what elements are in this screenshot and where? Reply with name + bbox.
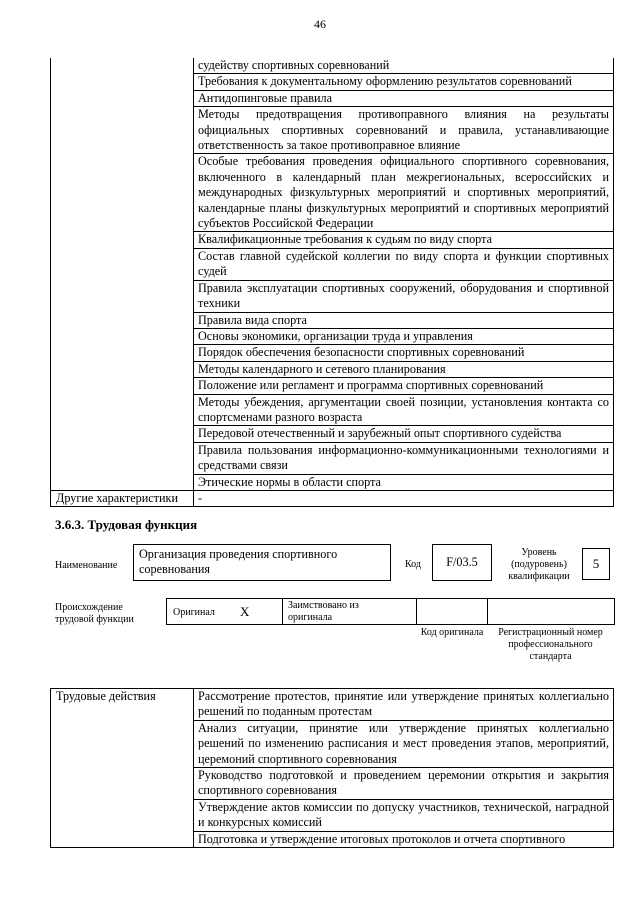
table-row bbox=[51, 426, 614, 442]
row-value: Правила пользования информационно-коммуникационными технологиями и средствами связи bbox=[194, 442, 614, 474]
row-label bbox=[51, 312, 194, 328]
row-label bbox=[51, 58, 194, 74]
table-row bbox=[51, 361, 614, 377]
table-row bbox=[51, 58, 614, 74]
row-label bbox=[51, 154, 194, 232]
row-label bbox=[51, 345, 194, 361]
origin-divider-2 bbox=[416, 598, 417, 625]
row-value: Передовой отечественный и зарубежный опыт спортивного судейства bbox=[194, 426, 614, 442]
reg-number-label: Регистрационный номер профессионального стандарта bbox=[498, 627, 603, 662]
table-row bbox=[51, 474, 614, 490]
row-label bbox=[51, 328, 194, 344]
row-label bbox=[51, 248, 194, 280]
labor-action-item: Рассмотрение протестов, принятие или утверждение принятых коллегиально решений по поданным протестам bbox=[194, 689, 614, 721]
labor-actions-table bbox=[50, 688, 614, 848]
table-row bbox=[51, 248, 614, 280]
level-value: 5 bbox=[592, 556, 600, 571]
table-row bbox=[51, 312, 614, 328]
row-value: Методы предотвращения противоправного влияния на результаты официальных спортивных соревнований и правила, устанавливающие ответственность за такое противоправное влияние bbox=[194, 107, 614, 154]
row-label bbox=[51, 378, 194, 394]
row-label bbox=[51, 107, 194, 154]
row-value: Правила эксплуатации спортивных сооружений, оборудования и спортивной техники bbox=[194, 280, 614, 312]
row-label bbox=[51, 74, 194, 90]
table-row bbox=[51, 378, 614, 394]
code-value: F/03.5 bbox=[446, 555, 478, 569]
row-value: Квалификационные требования к судьям по виду спорта bbox=[194, 232, 614, 248]
section-heading: 3.6.3. Трудовая функция bbox=[55, 517, 198, 532]
row-label bbox=[51, 361, 194, 377]
borrowed-label: Заимствовано из оригинала bbox=[288, 600, 359, 623]
name-value: Организация проведения спортивного соревнования bbox=[139, 547, 338, 576]
row-value: Состав главной судейской коллегии по виду спорта и функции спортивных судей bbox=[194, 248, 614, 280]
knowledge-table bbox=[50, 58, 614, 507]
row-label bbox=[51, 426, 194, 442]
labor-action-item: Анализ ситуации, принятие или утверждение принятых коллегиально решений по изменению расписания и мест проведения этапов, мероприятий, церемоний спортивного соревнования bbox=[194, 720, 614, 767]
code-label: Код bbox=[405, 559, 421, 570]
row-value: Положение или регламент и программа спортивных соревнований bbox=[194, 378, 614, 394]
original-label: Оригинал bbox=[173, 607, 215, 618]
labor-action-item: Утверждение актов комиссии по допуску участников, технической, наградной и конкурсных комиссий bbox=[194, 799, 614, 831]
code-value-box bbox=[432, 544, 492, 581]
table-row bbox=[51, 328, 614, 344]
row-value: Этические нормы в области спорта bbox=[194, 474, 614, 490]
row-label bbox=[51, 280, 194, 312]
name-value-box bbox=[133, 544, 391, 581]
table-row bbox=[51, 394, 614, 426]
table-row bbox=[51, 74, 614, 90]
table-row bbox=[51, 490, 614, 506]
row-label bbox=[51, 442, 194, 474]
row-label bbox=[51, 474, 194, 490]
row-value: Методы убеждения, аргументации своей позиции, установления контакта со спортсменами разного возраста bbox=[194, 394, 614, 426]
row-value: Основы экономики, организации труда и управления bbox=[194, 328, 614, 344]
table-row bbox=[51, 345, 614, 361]
row-value: - bbox=[194, 490, 614, 506]
name-label: Наименование bbox=[55, 560, 118, 571]
page-number: 46 bbox=[314, 17, 326, 31]
level-label: Уровень (подуровень) квалификации bbox=[508, 547, 570, 582]
row-label bbox=[51, 90, 194, 106]
row-label: Другие характеристики bbox=[51, 490, 194, 506]
origin-label: Происхождение трудовой функции bbox=[55, 602, 134, 625]
row-label bbox=[51, 232, 194, 248]
row-value: Требования к документальному оформлению результатов соревнований bbox=[194, 74, 614, 90]
origin-divider-1 bbox=[282, 598, 283, 625]
row-value: Методы календарного и сетевого планирования bbox=[194, 361, 614, 377]
row-label bbox=[51, 394, 194, 426]
level-value-box bbox=[582, 548, 610, 580]
table-row bbox=[51, 280, 614, 312]
labor-action-item: Подготовка и утверждение итоговых протоколов и отчета спортивного bbox=[194, 831, 614, 847]
table-row bbox=[51, 107, 614, 154]
origin-divider-3 bbox=[487, 598, 488, 625]
row-value: Антидопинговые правила bbox=[194, 90, 614, 106]
original-mark: X bbox=[240, 604, 250, 619]
table-row bbox=[51, 90, 614, 106]
code-original-label: Код оригинала bbox=[420, 627, 484, 638]
row-value: судейству спортивных соревнований bbox=[194, 58, 614, 74]
table-row bbox=[51, 689, 614, 721]
labor-action-item: Руководство подготовкой и проведением церемонии открытия и закрытия спортивного соревнования bbox=[194, 768, 614, 800]
table-row bbox=[51, 442, 614, 474]
table-row bbox=[51, 232, 614, 248]
row-value: Правила вида спорта bbox=[194, 312, 614, 328]
labor-actions-label: Трудовые действия bbox=[51, 689, 194, 848]
table-row bbox=[51, 154, 614, 232]
row-value: Порядок обеспечения безопасности спортивных соревнований bbox=[194, 345, 614, 361]
row-value: Особые требования проведения официального спортивного соревнования, включенного в календарный план межрегиональных, всероссийских и международных физкультурных мероприятий и спортивных мероприятий, календарные планы физкультурных мероприятий и спортивных мероприятий субъектов Российской Федерации bbox=[194, 154, 614, 232]
